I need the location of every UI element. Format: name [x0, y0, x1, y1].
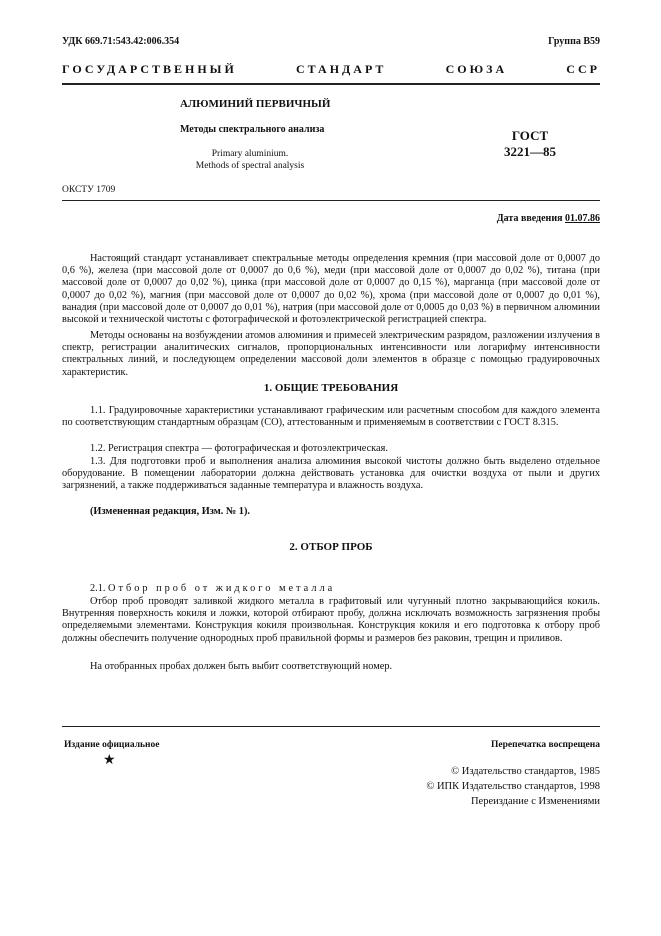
english-subtitle: Methods of spectral analysis: [195, 161, 305, 171]
group-code: Группа B59: [548, 36, 600, 47]
intro-date-label: Дата введения: [496, 213, 563, 224]
state-standard-banner: [62, 62, 600, 77]
udc-code: УДК 669.71:543.42:006.354: [62, 36, 180, 47]
section-paragraph: 1.2. Регистрация спектра — фотографическая и фотоэлектрическая.: [90, 443, 388, 454]
intro-date-line: [497, 213, 600, 224]
section-heading: 1. ОБЩИЕ ТРЕБОВАНИЯ: [263, 382, 399, 394]
reprint-notice: Перепечатка воспрещена: [490, 740, 600, 750]
title-rule: [62, 200, 600, 201]
intro-paragraph: Настоящий стандарт устанавливает спектральные методы определения кремния (при массовой доле от 0,0007 до 0,6 %), железа (при массовой доле от 0,0007 до 0,6 %), меди (при массовой доле от 0,0007 до 0,02 %), титана (при массовой доле от 0,0007 до 0,02 %), цинка (при массовой доле от 0,0007 до 0,15 %), марганца (при массовой доле от 0,0007 до 0,02 %), магния (при массовой доле от 0,0007 до 0,02 %), хрома (при массовой доле от 0,0007 до 0,01 %), ванадия (при массовой доле от 0,0007 до 0,01 %), натрия (при массовой доле от 0,0005 до 0,03 %) в первичном алюминии высокой и технической чистоты с фотографической и фотоэлектрической регистрацией спектра.: [62, 253, 600, 326]
star-icon: ★: [103, 753, 116, 768]
banner-word: ССР: [566, 62, 600, 76]
english-title: Primary aluminium.: [211, 149, 289, 159]
footer-rule: [62, 726, 600, 727]
okstu-code: ОКСТУ 1709: [62, 185, 116, 195]
banner-word: ГОСУДАРСТВЕННЫЙ: [62, 62, 237, 76]
document-subtitle: Методы спектрального анализа: [180, 124, 325, 135]
section-paragraph: На отобранных пробах должен быть выбит соответствующий номер.: [90, 661, 393, 672]
section-paragraph: 1.1. Градуировочные характеристики устанавливают графическим или расчетным способом для каждого элемента по соответствующим стандартным образцам (СО), аттестованным и применяемым в соответствии с ГОСТ 8.315.: [62, 405, 600, 429]
intro-paragraph: Методы основаны на возбуждении атомов алюминия и примесей электрическим разрядом, разложении излучения в спектр, регистрации аналитических сигналов, пропорциональных интенсивности или логарифму интенсивности спектральных линий, и последующем определении массовой доли элементов в образце с помощью градуировочных характеристик.: [62, 330, 600, 378]
banner-word: СОЮЗА: [445, 62, 508, 76]
subsection-title: [62, 583, 600, 595]
header-rule: [62, 83, 600, 85]
section-heading: 2. ОТБОР ПРОБ: [289, 541, 373, 553]
reissue-note: Переиздание с Изменениями: [470, 796, 600, 807]
gost-number: 3221—85: [504, 144, 556, 159]
copyright-1998: © ИПК Издательство стандартов, 1998: [426, 781, 600, 792]
intro-date: 01.07.86: [565, 213, 600, 224]
copyright-block: [340, 764, 600, 809]
gost-label: ГОСТ: [511, 128, 549, 143]
subsection-name: Отбор проб от жидкого металла: [108, 583, 336, 594]
document-title: АЛЮМИНИЙ ПЕРВИЧНЫЙ: [180, 98, 331, 110]
banner-word: СТАНДАРТ: [295, 62, 387, 76]
subsection-number: 2.1.: [90, 583, 106, 594]
copyright-1985: © Издательство стандартов, 1985: [451, 766, 600, 777]
official-edition: Издание официальное: [64, 740, 160, 750]
amendment-note: (Измененная редакция, Изм. № 1).: [90, 506, 250, 517]
section-paragraph: 1.3. Для подготовки проб и выполнения анализа алюминия высокой чистоты должно быть выделено отдельное оборудование. В помещении лаборатории должна действовать установка для очистки воздуха от пыли и других загрязнений, а также поддерживаться заданные температура и влажность воздуха.: [62, 456, 600, 492]
section-paragraph: Отбор проб проводят заливкой жидкого металла в графитовый или чугунный плотно закрывающийся кокиль. Внутренняя поверхность кокиля и ложки, которой отбирают пробу, должна исключать возможность загрязнения пробы определяемыми элементами. Конструкция кокиля произвольная. Конструкция кокиля и его подготовка к отбору проб должны обеспечить получение однородных проб правильной формы и размеров без раковин, трещин и приливов.: [62, 596, 600, 644]
